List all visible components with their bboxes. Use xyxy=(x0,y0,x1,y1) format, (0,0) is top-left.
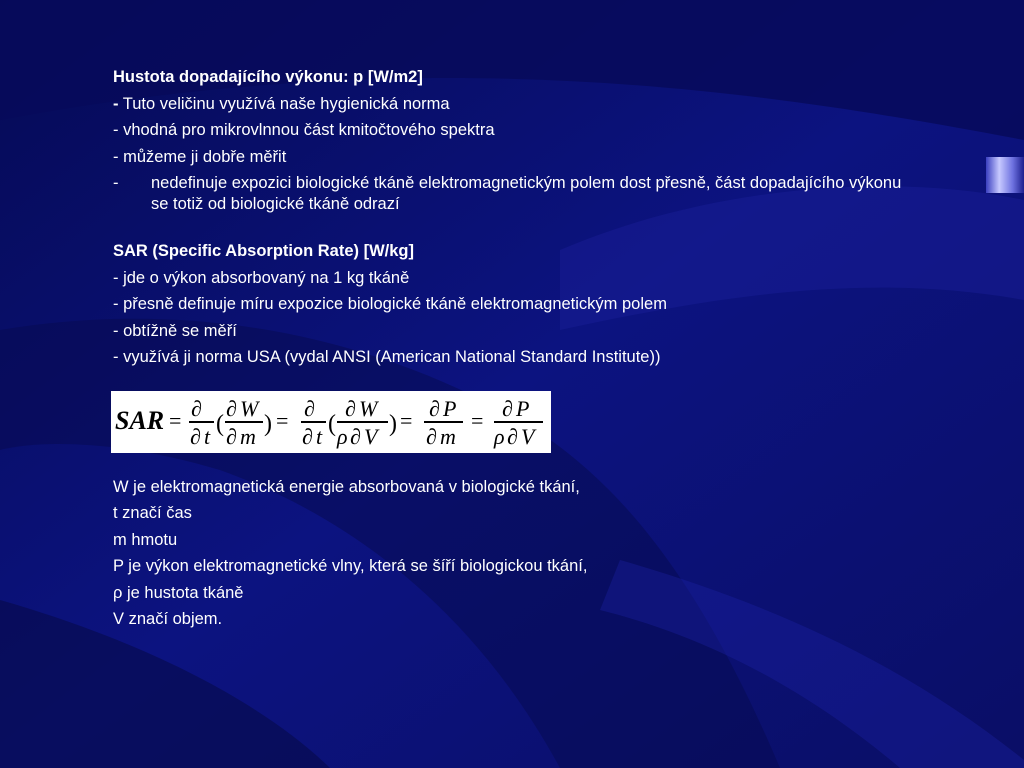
formula-eq: = xyxy=(276,407,289,433)
sar-formula-image xyxy=(111,391,551,453)
text-line: - obtížně se měří xyxy=(113,321,237,340)
formula-t: t xyxy=(316,423,323,449)
definition-line: V značí objem. xyxy=(113,610,223,628)
formula-P: P xyxy=(443,395,457,421)
dash-bold: - xyxy=(113,94,119,113)
formula-partial: ∂ xyxy=(191,395,202,421)
formula-V: V xyxy=(521,423,535,449)
formula-paren: ( xyxy=(328,410,336,437)
formula-paren: ) xyxy=(264,410,272,437)
formula-m: m xyxy=(240,423,256,449)
decorative-tab xyxy=(986,157,1024,193)
formula-partial: ∂ xyxy=(302,423,313,449)
formula-partial: ∂ xyxy=(429,395,440,421)
formula-partial: ∂ xyxy=(426,423,437,449)
formula-eq: = xyxy=(169,407,182,433)
formula-eq: = xyxy=(471,407,484,433)
formula-partial: ∂ xyxy=(226,423,237,449)
formula-lhs: SAR xyxy=(115,405,165,435)
formula-partial: ∂ xyxy=(190,423,201,449)
bullet-item xyxy=(113,173,903,215)
definition-line: P je výkon elektromagnetické vlny, která se šíří biologickou tkání, xyxy=(113,557,588,575)
formula-W: W xyxy=(240,395,259,421)
text-span: Tuto veličinu využívá naše hygienická norma xyxy=(118,94,450,113)
definition-line: m hmotu xyxy=(113,530,178,549)
section-title-power-density: Hustota dopadajícího výkonu: p [W/m2] xyxy=(113,68,423,86)
formula-t: t xyxy=(204,423,211,449)
formula-P: P xyxy=(516,395,530,421)
text-line xyxy=(113,91,903,118)
bullet-dash: - xyxy=(113,174,119,192)
definition-line: t značí čas xyxy=(113,504,192,522)
bullet-text: nedefinuje expozici biologické tkáně elektromagnetickým polem dost přesně, část dopadajícího výkonu se totiž od biologické tkáně odrazí xyxy=(151,174,902,213)
sar-formula xyxy=(111,391,551,453)
text-line: - můžeme ji dobře měřit xyxy=(113,147,287,166)
formula-W: W xyxy=(359,395,378,421)
text-line: - využívá ji norma USA (vydal ANSI (American National Standard Institute)) xyxy=(113,348,661,366)
formula-partial: ∂ xyxy=(507,423,518,449)
formula-partial: ∂ xyxy=(304,395,315,421)
formula-partial: ∂ xyxy=(350,423,361,449)
text-line: - přesně definuje míru expozice biologické tkáně elektromagnetickým polem xyxy=(113,295,667,313)
formula-rho: ρ xyxy=(494,423,505,449)
formula-m: m xyxy=(440,423,456,449)
formula-partial: ∂ xyxy=(345,395,356,421)
formula-V: V xyxy=(364,423,378,449)
formula-paren: ( xyxy=(216,410,224,437)
formula-partial: ∂ xyxy=(502,395,513,421)
formula-paren: ) xyxy=(389,410,397,437)
definition-line: ρ je hustota tkáně xyxy=(113,583,244,602)
formula-rho: ρ xyxy=(337,423,348,449)
definition-line: W je elektromagnetická energie absorbovaná v biologické tkání, xyxy=(113,477,580,496)
formula-eq: = xyxy=(400,407,413,433)
text-line: - vhodná pro mikrovlnnou část kmitočtového spektra xyxy=(113,121,495,139)
text-line: - jde o výkon absorbovaný na 1 kg tkáně xyxy=(113,268,410,287)
slide-content xyxy=(113,64,903,633)
section-title-sar: SAR (Specific Absorption Rate) [W/kg] xyxy=(113,242,414,260)
formula-partial: ∂ xyxy=(226,395,237,421)
